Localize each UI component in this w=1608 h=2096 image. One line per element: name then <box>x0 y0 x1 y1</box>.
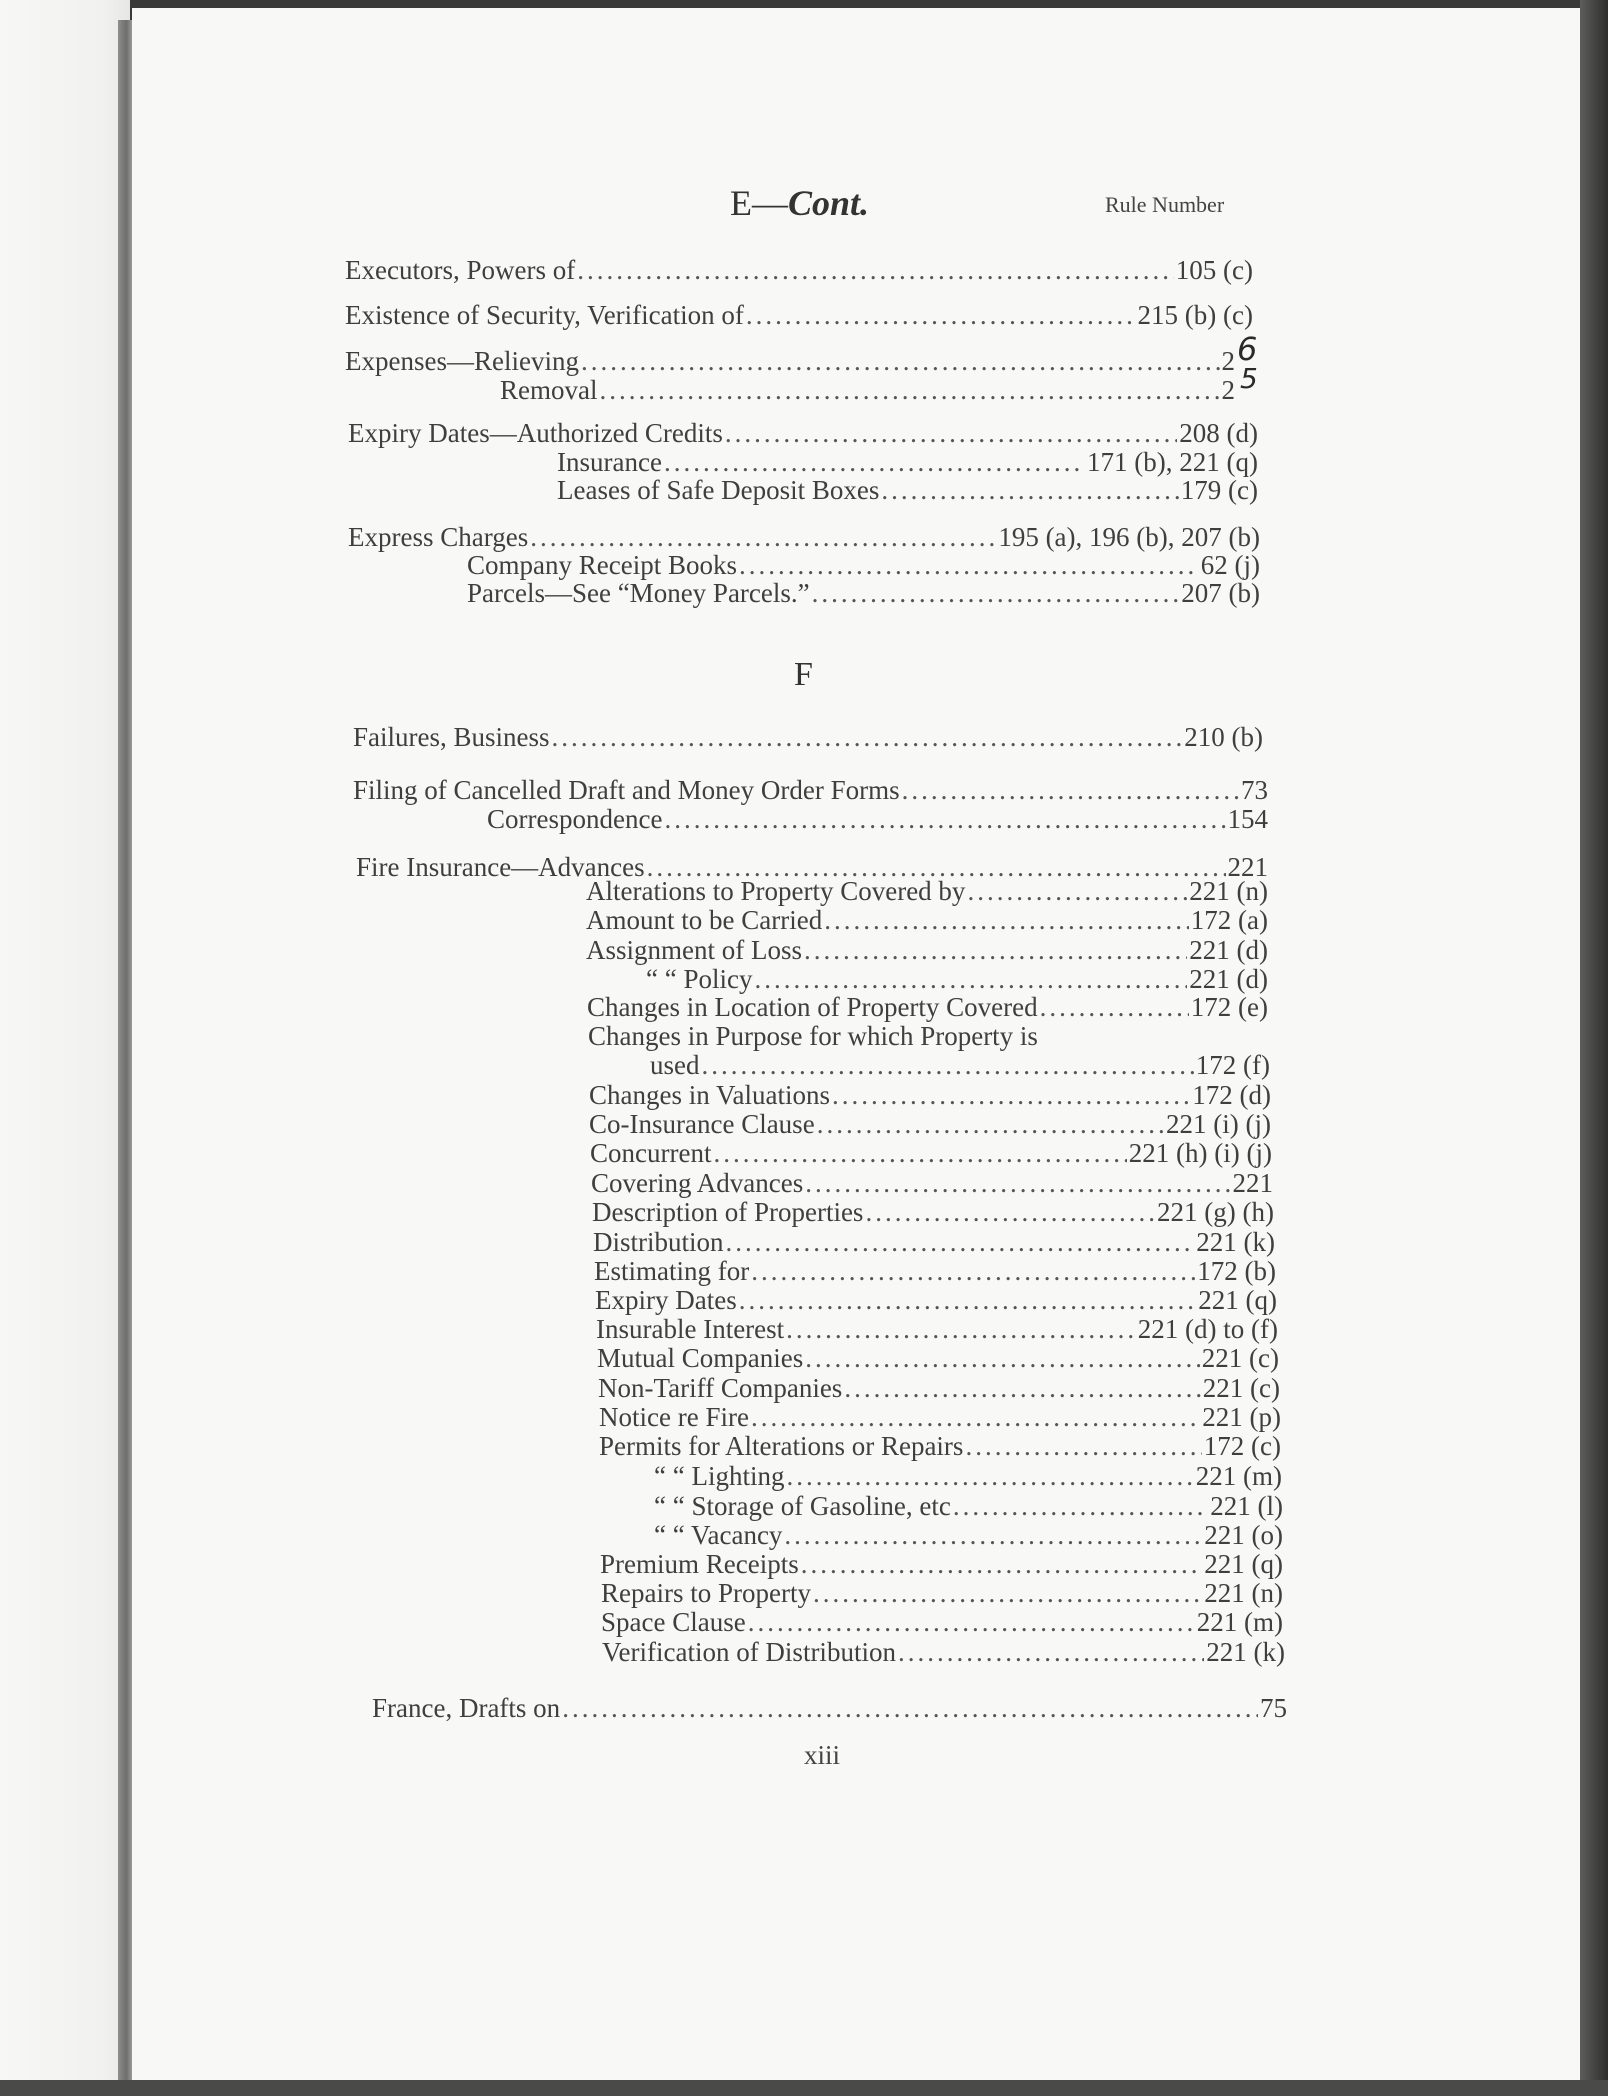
entry-label: Changes in Location of Property Covered <box>587 992 1038 1022</box>
entry-ref: 207 (b) <box>1181 578 1260 608</box>
section-heading-f: F <box>794 656 813 693</box>
index-entry <box>654 1461 1282 1491</box>
dot-leader <box>965 1431 1201 1461</box>
entry-label: Company Receipt Books <box>467 550 737 580</box>
index-entry <box>601 1607 1283 1637</box>
index-entry <box>599 1431 1281 1461</box>
dot-leader <box>726 1227 1195 1257</box>
dot-leader <box>805 1168 1230 1198</box>
entry-ref: 221 <box>1227 852 1268 882</box>
entry-label: Fire Insurance—Advances <box>356 852 645 882</box>
entry-label: France, Drafts on <box>372 1693 561 1723</box>
entry-label: used <box>650 1050 700 1080</box>
entry-ref: 221 (k) <box>1206 1637 1285 1667</box>
entry-ref: 105 (c) <box>1175 255 1253 285</box>
entry-label: Changes in Purpose for which Property is <box>588 1021 1038 1051</box>
entry-label: Co-Insurance Clause <box>589 1109 815 1139</box>
dot-leader <box>881 475 1178 505</box>
index-entry <box>588 1021 1038 1051</box>
index-entry <box>348 418 1258 448</box>
index-entry <box>487 804 1268 834</box>
entry-ref: 208 (d) <box>1179 418 1258 448</box>
entry-ref: 221 (q) <box>1204 1549 1283 1579</box>
index-entry <box>646 964 1268 994</box>
dot-leader <box>739 550 1199 580</box>
dot-leader <box>562 1693 1258 1723</box>
index-entry <box>600 1549 1283 1579</box>
entry-label: Removal <box>500 375 598 405</box>
index-entry <box>591 1168 1273 1198</box>
dot-leader <box>786 1314 1136 1344</box>
entry-ref: 172 (a) <box>1190 905 1268 935</box>
entry-ref: 172 (b) <box>1197 1256 1276 1286</box>
dot-leader <box>801 1549 1203 1579</box>
dot-leader <box>713 1138 1126 1168</box>
entry-label: Estimating for <box>594 1256 750 1286</box>
entry-ref: 221 (h) (i) (j) <box>1128 1138 1272 1168</box>
dot-leader <box>898 1637 1204 1667</box>
entry-label: Mutual Companies <box>597 1343 804 1373</box>
dot-leader <box>577 255 1174 285</box>
index-entry <box>602 1637 1285 1667</box>
index-entry <box>595 1285 1277 1315</box>
entry-label: Expiry Dates <box>595 1285 737 1315</box>
entry-ref: 221 (d) <box>1189 935 1268 965</box>
dot-leader <box>751 1402 1200 1432</box>
dot-leader <box>967 876 1187 906</box>
page-number: xiii <box>804 1740 841 1770</box>
index-entry <box>557 447 1258 477</box>
dot-leader <box>599 375 1219 405</box>
entry-ref: 221 (i) (j) <box>1166 1109 1271 1139</box>
entry-ref: 221 (k) <box>1196 1227 1275 1257</box>
entry-label: “ “ Vacancy <box>654 1520 783 1550</box>
entry-label: Alterations to Property Covered by <box>586 876 966 906</box>
index-entry <box>593 1227 1275 1257</box>
index-entry <box>345 346 1235 376</box>
index-entry <box>467 550 1260 580</box>
entry-ref: 62 (j) <box>1200 550 1260 580</box>
entry-ref: 221 (c) <box>1202 1373 1280 1403</box>
dot-leader <box>813 1578 1202 1608</box>
index-entry <box>345 300 1253 330</box>
entry-ref: 172 (d) <box>1192 1080 1271 1110</box>
entry-label: “ “ Storage of Gasoline, etc <box>654 1491 951 1521</box>
entry-ref: 221 <box>1232 1168 1273 1198</box>
index-entry <box>353 722 1263 752</box>
entry-label: Failures, Business <box>353 722 550 752</box>
entry-label: Description of Properties <box>592 1197 864 1227</box>
dot-leader <box>902 775 1239 805</box>
dot-leader <box>664 447 1085 477</box>
entry-ref: 154 <box>1227 804 1268 834</box>
handwritten-note: 5 <box>1240 362 1258 395</box>
index-entry <box>348 522 1260 552</box>
entry-label: Insurance <box>557 447 662 477</box>
dot-leader <box>748 1607 1195 1637</box>
dot-leader <box>754 964 1187 994</box>
entry-label: Expenses—Relieving <box>345 346 579 376</box>
entry-label: Repairs to Property <box>601 1578 811 1608</box>
index-entry <box>599 1402 1281 1432</box>
index-entry <box>586 905 1268 935</box>
dot-leader <box>552 722 1183 752</box>
index-entry <box>597 1343 1279 1373</box>
index-entry <box>345 255 1253 285</box>
index-entry <box>654 1520 1283 1550</box>
entry-label: Expiry Dates—Authorized Credits <box>348 418 723 448</box>
entry-label: Parcels—See “Money Parcels.” <box>467 578 810 608</box>
section-letter: E <box>730 183 752 223</box>
dot-leader <box>804 935 1187 965</box>
index-entry <box>650 1050 1270 1080</box>
entry-label: Space Clause <box>601 1607 746 1637</box>
dot-leader <box>953 1491 1208 1521</box>
entry-ref: 73 <box>1241 775 1268 805</box>
index-entry <box>589 1109 1271 1139</box>
index-entry <box>500 375 1235 405</box>
rule-number-label: Rule Number <box>1105 192 1225 217</box>
entry-ref: 171 (b), 221 (q) <box>1087 447 1258 477</box>
entry-ref: 221 (l) <box>1210 1491 1283 1521</box>
entry-ref: 221 (c) <box>1201 1343 1279 1373</box>
entry-label: Assignment of Loss <box>586 935 802 965</box>
entry-ref: 221 (p) <box>1202 1402 1281 1432</box>
index-entry <box>557 475 1258 505</box>
entry-label: Distribution <box>593 1227 724 1257</box>
dot-leader <box>784 1520 1202 1550</box>
entry-label: Executors, Powers of <box>345 255 576 285</box>
entry-ref: 2 <box>1221 375 1235 405</box>
entry-label: Notice re Fire <box>599 1402 749 1432</box>
entry-ref: 172 (e) <box>1190 992 1268 1022</box>
entry-label: Premium Receipts <box>600 1549 799 1579</box>
dot-leader <box>1040 992 1189 1022</box>
dot-leader <box>751 1256 1195 1286</box>
dot-leader <box>702 1050 1194 1080</box>
dot-leader <box>746 300 1136 330</box>
index-entry <box>592 1197 1274 1227</box>
dot-leader <box>664 804 1225 834</box>
entry-ref: 221 (d) to (f) <box>1137 1314 1278 1344</box>
index-entry <box>594 1256 1276 1286</box>
entry-label: Leases of Safe Deposit Boxes <box>557 475 880 505</box>
handwritten-note: 6 <box>1237 330 1258 368</box>
entry-label: Express Charges <box>348 522 529 552</box>
entry-ref: 221 (n) <box>1204 1578 1283 1608</box>
entry-label: Concurrent <box>590 1138 712 1168</box>
dot-leader <box>786 1461 1193 1491</box>
dot-leader <box>844 1373 1200 1403</box>
entry-ref: 221 (m) <box>1195 1461 1282 1491</box>
entry-ref: 221 (g) (h) <box>1157 1197 1274 1227</box>
index-entry <box>590 1138 1272 1168</box>
entry-ref: 179 (c) <box>1180 475 1258 505</box>
entry-label: Permits for Alterations or Repairs <box>599 1431 964 1461</box>
entry-ref: 221 (o) <box>1204 1520 1283 1550</box>
dot-leader <box>530 522 996 552</box>
index-entry <box>654 1491 1283 1521</box>
dot-leader <box>832 1080 1190 1110</box>
entry-ref: 2 <box>1221 346 1235 376</box>
entry-ref: 215 (b) (c) <box>1137 300 1253 330</box>
dot-leader <box>739 1285 1197 1315</box>
entry-ref: 172 (c) <box>1203 1431 1281 1461</box>
entry-ref: 221 (q) <box>1198 1285 1277 1315</box>
section-heading: E—Cont. <box>730 183 870 223</box>
entry-label: Verification of Distribution <box>602 1637 896 1667</box>
entry-ref: 221 (m) <box>1196 1607 1283 1637</box>
entry-label: Existence of Security, Verification of <box>345 300 744 330</box>
entry-label: Insurable Interest <box>596 1314 785 1344</box>
entry-label: Non-Tariff Companies <box>598 1373 843 1403</box>
dot-leader <box>824 905 1189 935</box>
index-entry <box>467 578 1260 608</box>
section-cont: Cont. <box>788 183 870 223</box>
entry-ref: 195 (a), 196 (b), 207 (b) <box>998 522 1260 552</box>
entry-ref: 210 (b) <box>1184 722 1263 752</box>
index-entry <box>596 1314 1278 1344</box>
entry-ref: 172 (f) <box>1195 1050 1270 1080</box>
index-entry <box>586 876 1268 906</box>
entry-ref: 221 (d) <box>1189 964 1268 994</box>
dot-leader <box>805 1343 1200 1373</box>
entry-label: Changes in Valuations <box>589 1080 830 1110</box>
dot-leader <box>865 1197 1155 1227</box>
entry-label: Covering Advances <box>591 1168 804 1198</box>
index-entry <box>589 1080 1271 1110</box>
entry-label: “ “ Policy <box>646 964 753 994</box>
entry-label: Filing of Cancelled Draft and Money Order Forms <box>353 775 900 805</box>
index-entry <box>586 935 1268 965</box>
entry-ref: 221 (n) <box>1189 876 1268 906</box>
dot-leader <box>812 578 1180 608</box>
dot-leader <box>581 346 1220 376</box>
entry-label: Correspondence <box>487 804 663 834</box>
dot-leader <box>817 1109 1164 1139</box>
dot-leader <box>725 418 1177 448</box>
index-entry <box>353 775 1268 805</box>
index-entry <box>601 1578 1283 1608</box>
index-entry <box>598 1373 1280 1403</box>
entry-ref: 75 <box>1260 1693 1287 1723</box>
entry-label: “ “ Lighting <box>654 1461 785 1491</box>
index-entry <box>372 1693 1287 1723</box>
index-entry <box>587 992 1268 1022</box>
entry-label: Amount to be Carried <box>586 905 823 935</box>
